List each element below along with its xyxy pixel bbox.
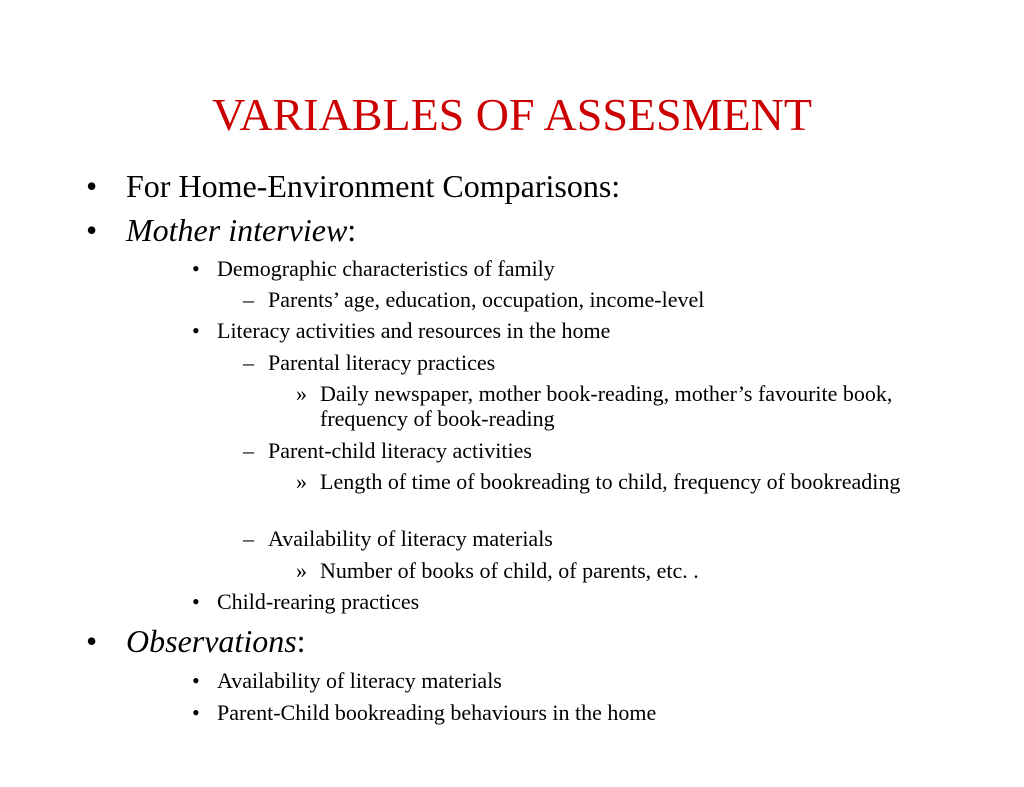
list-item-text: Length of time of bookreading to child, frequency of bookreading <box>320 469 901 494</box>
dash-marker: – <box>243 438 254 463</box>
chevron-marker: » <box>296 381 307 406</box>
label-suffix: : <box>296 623 306 659</box>
dash-marker: – <box>243 526 254 551</box>
list-item-text: Child-rearing practices <box>217 589 420 614</box>
dash-marker: – <box>243 287 254 312</box>
list-item-text: Number of books of child, of parents, etc. . <box>320 558 699 583</box>
bullet-marker: • <box>86 623 98 659</box>
bullet-marker: • <box>86 168 98 204</box>
list-item-text: Literacy activities and resources in the home <box>217 318 611 343</box>
bullet-marker: • <box>192 700 200 725</box>
list-item-text <box>126 212 356 248</box>
list-item-text: Parent-child literacy activities <box>268 438 532 463</box>
list-item-text: Availability of literacy materials <box>217 668 502 693</box>
list-item-text <box>126 623 306 659</box>
chevron-marker: » <box>296 558 307 583</box>
bullet-marker: • <box>192 318 200 343</box>
emphasis-label: Mother interview <box>126 212 348 248</box>
bullet-marker: • <box>86 212 98 248</box>
list-item-text: Daily newspaper, mother book-reading, mother’s favourite book, frequency of book-reading <box>320 381 893 431</box>
list-item-text: Demographic characteristics of family <box>217 256 555 281</box>
emphasis-label: Observations <box>126 623 297 659</box>
list-item-text: For Home-Environment Comparisons: <box>126 168 621 204</box>
dash-marker: – <box>243 350 254 375</box>
list-item-text: Availability of literacy materials <box>268 526 553 551</box>
label-suffix: : <box>347 212 357 248</box>
slide-title: VARIABLES OF ASSESMENT <box>212 89 812 140</box>
list-item-text: Parents’ age, education, occupation, income-level <box>268 287 705 312</box>
list-item-text: Parental literacy practices <box>268 350 496 375</box>
bullet-marker: • <box>192 668 200 693</box>
bullet-marker: • <box>192 256 200 281</box>
bullet-marker: • <box>192 589 200 614</box>
chevron-marker: » <box>296 469 307 494</box>
list-item-text: Parent-Child bookreading behaviours in the home <box>217 700 657 725</box>
